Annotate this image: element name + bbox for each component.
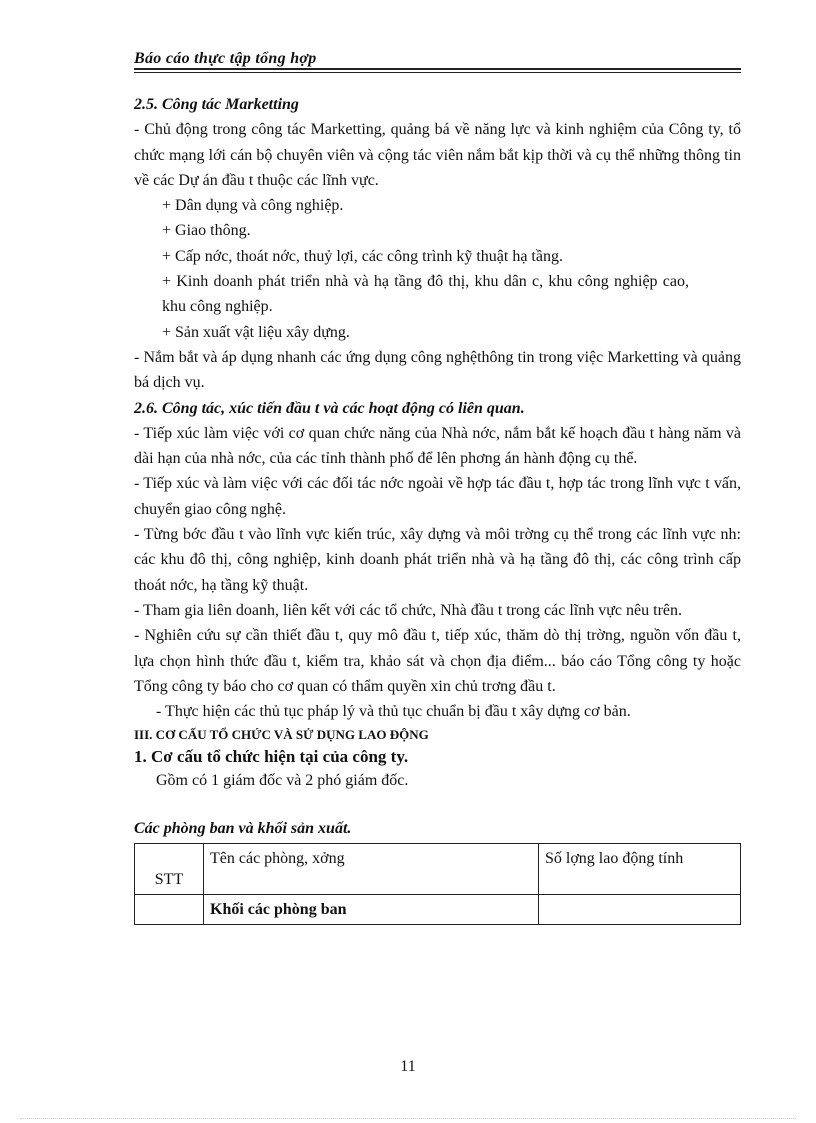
spacer — [134, 794, 741, 816]
header-cell-count: Số lợng lao động tính — [539, 844, 741, 895]
header-rule-thick — [134, 68, 741, 70]
table-cell — [539, 895, 741, 925]
header-cell-name: Tên các phòng, xởng — [204, 844, 539, 895]
paragraph: - Nghiên cứu sự cần thiết đầu t, quy mô đầu t, tiếp xúc, thăm dò thị trờng, nguồn vốn đầu t, lựa chọn hình thức đầu t, kiểm tra, khảo sát và chọn địa điểm... báo cáo Tổng công ty hoặc Tổng công ty báo cho cơ quan có thẩm quyền xin chủ trơng đầu t. — [134, 627, 741, 695]
header-cell-stt: STT — [135, 844, 204, 895]
paragraph: - Nắm bắt và áp dụng nhanh các ứng dụng công nghệthông tin trong việc Marketting và quảng bá dịch vụ. — [134, 348, 741, 392]
table-row — [135, 895, 741, 925]
paragraph: - Tiếp xúc làm việc với cơ quan chức năng của Nhà nớc, nắm bắt kế hoạch đầu t hàng năm và dài hạn của nhà nớc, của các tỉnh thành phố để lên phơng án hành động cụ thể. — [134, 424, 741, 468]
paragraph: - Tiếp xúc và làm việc với các đối tác nớc ngoài về hợp tác đầu t, hợp tác trong lĩnh vực t vấn, chuyển giao công nghệ. — [134, 475, 741, 518]
body-text — [134, 92, 741, 925]
paragraph: - Tham gia liên doanh, liên kết với các tổ chức, Nhà đầu t trong các lĩnh vực nêu trên. — [134, 601, 682, 619]
running-header: Báo cáo thực tập tổng hợp — [134, 50, 317, 67]
list-item: + Cấp nớc, thoát nớc, thuỷ lợi, các công trình kỹ thuật hạ tầng. — [162, 247, 563, 265]
table-cell — [135, 895, 204, 925]
list-item: + Sản xuất vật liệu xây dựng. — [162, 323, 350, 341]
list-item: + Dân dụng và công nghiệp. — [162, 197, 344, 215]
paragraph: Gồm có 1 giám đốc và 2 phó giám đốc. — [156, 772, 409, 790]
table-caption: Các phòng ban và khối sản xuất. — [134, 819, 352, 837]
paragraph: - Từng bớc đầu t vào lĩnh vực kiến trúc, xây dựng và môi trờng cụ thể trong các lĩnh vực nh: các khu đô thị, công nghiệp, kinh doanh phát triển nhà và hạ tầng đô thị, các công trình cấp thoát nớc, hạ tầng kỹ thuật. — [134, 526, 741, 594]
table-header-row — [135, 844, 741, 895]
heading-2-5: 2.5. Công tác Marketting — [134, 96, 299, 113]
heading-3-1: 1. Cơ cấu tổ chức hiện tại của công ty. — [134, 747, 409, 767]
table-cell: Khối các phòng ban — [204, 895, 539, 925]
paragraph: - Chủ động trong công tác Marketting, quảng bá về năng lực và kinh nghiệm của Công ty, tổ chức mạng lới cán bộ chuyên viên và cộng tác viên nắm bắt kịp thời và cụ thể những thông tin về các Dự án đầu t thuộc các lĩnh vực. — [134, 121, 741, 189]
page-edge-divider — [20, 1118, 796, 1119]
heading-section-3: III. CƠ CẤU TỔ CHỨC VÀ SỬ DỤNG LAO ĐỘNG — [134, 727, 429, 743]
list-item: + Kinh doanh phát triển nhà và hạ tầng đô thị, khu dân c, khu công nghiệp cao, khu công nghiệp. — [162, 273, 689, 316]
page-number: 11 — [400, 1058, 416, 1075]
heading-2-6: 2.6. Công tác, xúc tiến đầu t và các hoạt động có liên quan. — [134, 399, 525, 417]
list-item: + Giao thông. — [162, 222, 251, 240]
header-rule-thin — [134, 72, 741, 73]
paragraph: - Thực hiện các thủ tục pháp lý và thủ tục chuẩn bị đầu t xây dựng cơ bản. — [156, 703, 631, 721]
departments-table — [134, 843, 741, 925]
